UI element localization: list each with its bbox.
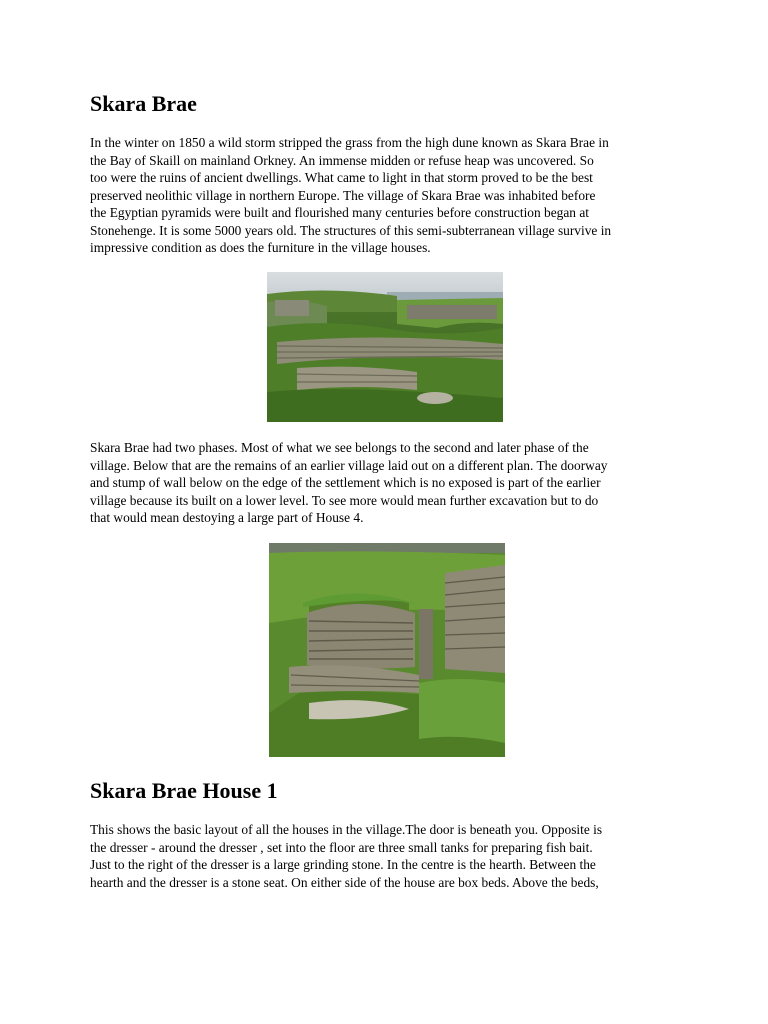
section-title-house-1: Skara Brae House 1 (90, 778, 278, 803)
skara-brae-village-photo (267, 272, 503, 422)
section-title-skara-brae: Skara Brae (90, 91, 197, 116)
paragraph-intro: In the winter on 1850 a wild storm stripped the grass from the high dune known as Skara Brae in the Bay of Skaill on mainland Orkney. An immense midden or refuse heap was uncovered. So too were the ruins of ancient dwellings. What came to light in that storm proved to be the best preserved neolithic village in northern Europe. The village of Skara Brae was inhabited before the Egyptian pyramids were built and flourished many centuries before construction began at Stonehenge. It is some 5000 years old. The structures of this semi-subterranean village survive in impressive condition as does the furniture in the village houses. (90, 135, 612, 255)
paragraph-house-1: This shows the basic layout of all the houses in the village.The door is beneath you. Opposite is the dresser - around the dresser , set into the floor are three small tanks for preparing fish bait. Just to the right of the dresser is a large grinding stone. In the centre is the hearth. Between the hearth and the dresser is a stone seat. On either side of the house are box beds. Above the beds, (90, 822, 603, 890)
paragraph-two-phases: Skara Brae had two phases. Most of what we see belongs to the second and later phase of the village. Below that are the remains of an earlier village laid out on a different plan. The doorway and stump of wall below on the edge of the settlement which is no exposed is part of the earlier village because its built on a lower level. To see more would mean further excavation but to do that would mean destoying a large part of House 4. (90, 440, 608, 525)
skara-brae-house-ruins-photo (269, 543, 505, 757)
